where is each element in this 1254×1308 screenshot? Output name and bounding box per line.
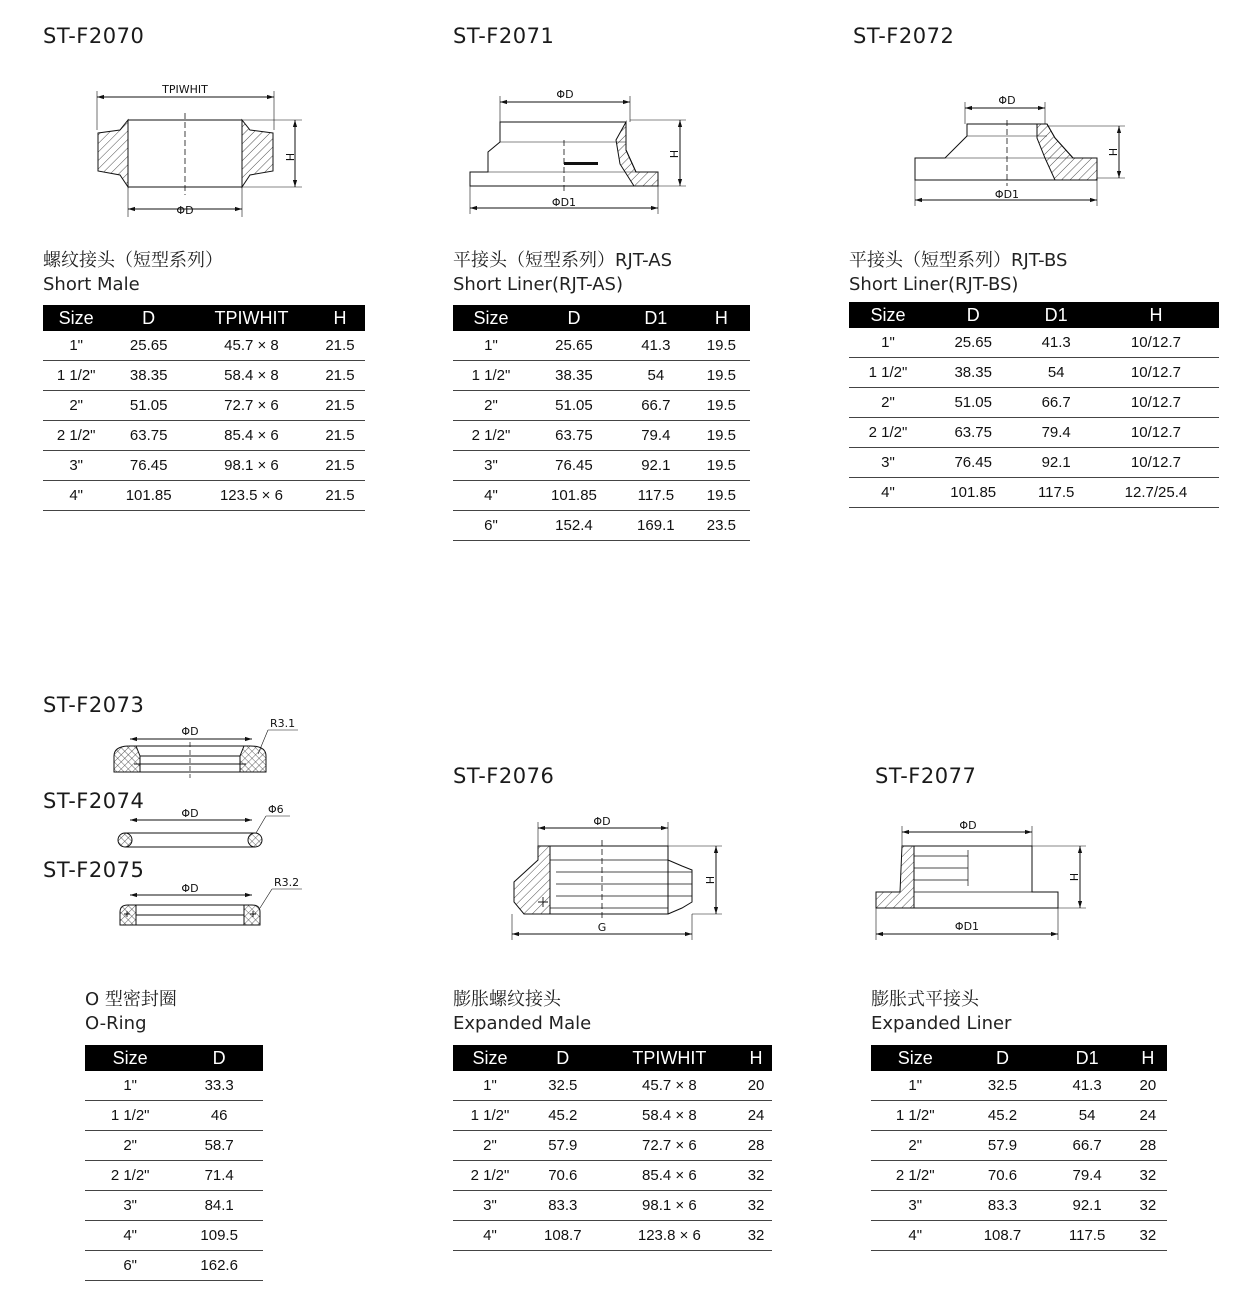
title-en: Short Male: [43, 274, 140, 295]
table-cell: 25.65: [109, 331, 188, 361]
table-cell: 19.5: [693, 391, 750, 421]
caption-short-male: [43, 249, 223, 297]
spec-table-expanded-liner: [871, 1045, 1167, 1251]
drawing-label-radius: R3.2: [274, 876, 300, 889]
table-cell: 108.7: [960, 1221, 1046, 1251]
table-cell: 51.05: [529, 391, 619, 421]
table-cell: 32: [740, 1191, 772, 1221]
table-cell: 1": [85, 1071, 175, 1101]
table-cell: 70.6: [960, 1161, 1046, 1191]
table-cell: 21.5: [315, 361, 365, 391]
title-cn: 螺纹接头（短型系列）: [43, 250, 223, 271]
product-code-f2074: ST-F2074: [43, 789, 145, 813]
table-cell: 38.35: [529, 361, 619, 391]
table-cell: 10/12.7: [1093, 448, 1219, 478]
spec-table-short-male: [43, 305, 365, 511]
table-cell: 24: [740, 1101, 772, 1131]
table-cell: 4": [43, 481, 109, 511]
column-header: H: [315, 305, 365, 331]
drawing-label-top: ΦD: [959, 819, 977, 832]
table-cell: 25.65: [529, 331, 619, 361]
table-cell: 3": [453, 1191, 527, 1221]
drawing-gasket-f2075: [100, 870, 310, 930]
column-header: H: [740, 1045, 772, 1071]
table-cell: 21.5: [315, 391, 365, 421]
table-row: [43, 481, 365, 511]
drawing-label-side: H: [667, 149, 680, 159]
table-cell: 38.35: [109, 361, 188, 391]
drawing-label-bottom: ΦD1: [994, 188, 1020, 201]
product-code-f2073: ST-F2073: [43, 693, 145, 717]
table-cell: 41.3: [1045, 1071, 1128, 1101]
table-row: [85, 1191, 263, 1221]
column-header: Size: [871, 1045, 960, 1071]
table-cell: 85.4 × 6: [188, 421, 315, 451]
table-cell: 21.5: [315, 481, 365, 511]
table-cell: 98.1 × 6: [188, 451, 315, 481]
table-cell: 4": [453, 1221, 527, 1251]
table-cell: 2 1/2": [871, 1161, 960, 1191]
table-cell: 41.3: [1019, 328, 1092, 358]
table-row: [871, 1221, 1167, 1251]
drawing-label-top: ΦD: [181, 725, 199, 738]
column-header: D: [927, 302, 1019, 328]
drawing-label-bottom: ΦD1: [954, 920, 980, 933]
column-header: Size: [453, 1045, 527, 1071]
caption-expanded-liner: [871, 988, 1011, 1036]
column-header: TPIWHIT: [188, 305, 315, 331]
title-cn: 膨胀式平接头: [871, 989, 979, 1010]
table-row: [871, 1131, 1167, 1161]
column-header: D1: [1019, 302, 1092, 328]
table-cell: 4": [871, 1221, 960, 1251]
column-header: D1: [619, 305, 693, 331]
title-cn: 膨胀螺纹接头: [453, 989, 561, 1010]
table-cell: 83.3: [527, 1191, 599, 1221]
table-cell: 57.9: [960, 1131, 1046, 1161]
column-header: D: [109, 305, 188, 331]
table-cell: 19.5: [693, 421, 750, 451]
table-cell: 92.1: [619, 451, 693, 481]
product-code-f2072: ST-F2072: [853, 24, 955, 48]
table-row: [871, 1101, 1167, 1131]
table-cell: 57.9: [527, 1131, 599, 1161]
column-header: D1: [1045, 1045, 1128, 1071]
table-cell: 72.7 × 6: [599, 1131, 740, 1161]
table-row: [849, 448, 1219, 478]
table-header-row: [871, 1045, 1167, 1071]
table-cell: 2": [85, 1131, 175, 1161]
drawing-label-side: H: [703, 875, 716, 885]
table-cell: 2 1/2": [849, 418, 927, 448]
drawing-expanded-male: [500, 810, 730, 945]
table-cell: 25.65: [927, 328, 1019, 358]
table-cell: 3": [43, 451, 109, 481]
drawing-label-top: ΦD: [181, 882, 199, 895]
table-row: [85, 1071, 263, 1101]
table-cell: 45.2: [527, 1101, 599, 1131]
drawing-label-side: H: [1106, 147, 1119, 157]
table-cell: 2": [849, 388, 927, 418]
table-cell: 101.85: [927, 478, 1019, 508]
title-en: O-Ring: [85, 1013, 147, 1034]
table-cell: 32.5: [960, 1071, 1046, 1101]
column-header: H: [693, 305, 750, 331]
spec-table-expanded-male: [453, 1045, 772, 1251]
table-cell: 123.5 × 6: [188, 481, 315, 511]
table-cell: 45.7 × 8: [599, 1071, 740, 1101]
table-header-row: [453, 1045, 772, 1071]
column-header: H: [1129, 1045, 1167, 1071]
table-cell: 10/12.7: [1093, 388, 1219, 418]
table-cell: 45.7 × 8: [188, 331, 315, 361]
table-cell: 84.1: [175, 1191, 263, 1221]
table-cell: 2 1/2": [453, 1161, 527, 1191]
table-cell: 98.1 × 6: [599, 1191, 740, 1221]
title-en: Short Liner(RJT-AS): [453, 274, 623, 295]
table-cell: 20: [740, 1071, 772, 1101]
table-row: [453, 511, 750, 541]
drawing-short-male: [90, 75, 310, 225]
drawing-label-radius: R3.1: [270, 717, 296, 730]
table-cell: 28: [1129, 1131, 1167, 1161]
column-header: TPIWHIT: [599, 1045, 740, 1071]
table-cell: 2": [453, 1131, 527, 1161]
table-cell: 6": [453, 511, 529, 541]
table-cell: 108.7: [527, 1221, 599, 1251]
caption-o-ring: [85, 988, 177, 1036]
table-row: [453, 1221, 772, 1251]
table-cell: 54: [1019, 358, 1092, 388]
drawing-label-bottom: G: [597, 921, 607, 934]
table-row: [453, 331, 750, 361]
drawing-label-radius: Φ6: [268, 803, 284, 816]
table-cell: 32: [740, 1221, 772, 1251]
table-cell: 71.4: [175, 1161, 263, 1191]
table-row: [453, 1071, 772, 1101]
table-cell: 79.4: [1045, 1161, 1128, 1191]
table-cell: 58.4 × 8: [599, 1101, 740, 1131]
table-row: [43, 361, 365, 391]
table-row: [453, 451, 750, 481]
table-cell: 58.4 × 8: [188, 361, 315, 391]
table-row: [849, 328, 1219, 358]
table-cell: 19.5: [693, 331, 750, 361]
table-cell: 19.5: [693, 481, 750, 511]
table-cell: 24: [1129, 1101, 1167, 1131]
table-cell: 12.7/25.4: [1093, 478, 1219, 508]
table-cell: 1 1/2": [849, 358, 927, 388]
table-row: [85, 1221, 263, 1251]
table-row: [453, 1161, 772, 1191]
table-cell: 1": [43, 331, 109, 361]
table-cell: 76.45: [927, 448, 1019, 478]
table-cell: 46: [175, 1101, 263, 1131]
table-cell: 1": [453, 331, 529, 361]
drawing-gasket-f2073: [100, 712, 310, 792]
table-cell: 19.5: [693, 451, 750, 481]
table-row: [453, 391, 750, 421]
title-en: Expanded Liner: [871, 1013, 1012, 1034]
table-row: [43, 451, 365, 481]
table-cell: 32: [1129, 1191, 1167, 1221]
table-cell: 51.05: [109, 391, 188, 421]
table-cell: 1 1/2": [453, 1101, 527, 1131]
table-header-row: [85, 1045, 263, 1071]
drawing-short-liner-bs: [905, 90, 1135, 220]
table-row: [85, 1101, 263, 1131]
table-cell: 10/12.7: [1093, 358, 1219, 388]
drawing-label-bottom: ΦD: [176, 204, 194, 217]
column-header: Size: [85, 1045, 175, 1071]
table-cell: 21.5: [315, 331, 365, 361]
drawing-label-top: ΦD: [556, 88, 574, 101]
table-cell: 92.1: [1019, 448, 1092, 478]
table-row: [453, 1191, 772, 1221]
table-cell: 79.4: [619, 421, 693, 451]
table-row: [871, 1191, 1167, 1221]
caption-short-liner-bs: [849, 249, 1067, 297]
table-cell: 83.3: [960, 1191, 1046, 1221]
table-cell: 1": [453, 1071, 527, 1101]
table-cell: 4": [849, 478, 927, 508]
table-cell: 4": [453, 481, 529, 511]
table-cell: 2": [871, 1131, 960, 1161]
table-row: [43, 391, 365, 421]
table-cell: 169.1: [619, 511, 693, 541]
column-header: Size: [43, 305, 109, 331]
table-cell: 76.45: [529, 451, 619, 481]
table-cell: 54: [619, 361, 693, 391]
title-cn: 平接头（短型系列）RJT-BS: [849, 250, 1068, 271]
table-cell: 63.75: [529, 421, 619, 451]
table-cell: 23.5: [693, 511, 750, 541]
table-cell: 3": [85, 1191, 175, 1221]
caption-short-liner-as: [453, 249, 672, 297]
column-header: Size: [849, 302, 927, 328]
table-row: [43, 421, 365, 451]
table-cell: 4": [85, 1221, 175, 1251]
table-cell: 54: [1045, 1101, 1128, 1131]
table-cell: 70.6: [527, 1161, 599, 1191]
table-cell: 123.8 × 6: [599, 1221, 740, 1251]
table-cell: 28: [740, 1131, 772, 1161]
title-en: Expanded Male: [453, 1013, 592, 1034]
table-row: [453, 1131, 772, 1161]
table-cell: 45.2: [960, 1101, 1046, 1131]
table-cell: 2": [43, 391, 109, 421]
table-cell: 3": [453, 451, 529, 481]
table-row: [453, 1101, 772, 1131]
product-code-f2071: ST-F2071: [453, 24, 555, 48]
drawing-label-side: H: [1067, 872, 1080, 882]
table-cell: 3": [849, 448, 927, 478]
table-cell: 41.3: [619, 331, 693, 361]
title-cn: 平接头（短型系列）RJT-AS: [453, 250, 672, 271]
table-header-row: [849, 302, 1219, 328]
product-code-f2070: ST-F2070: [43, 24, 145, 48]
product-code-f2077: ST-F2077: [875, 764, 977, 788]
table-cell: 21.5: [315, 421, 365, 451]
spec-table-short-liner-bs: [849, 302, 1219, 508]
table-cell: 1 1/2": [453, 361, 529, 391]
table-cell: 63.75: [109, 421, 188, 451]
table-cell: 10/12.7: [1093, 418, 1219, 448]
product-code-f2076: ST-F2076: [453, 764, 555, 788]
table-cell: 20: [1129, 1071, 1167, 1101]
table-cell: 32: [1129, 1221, 1167, 1251]
column-header: H: [1093, 302, 1219, 328]
table-cell: 58.7: [175, 1131, 263, 1161]
table-cell: 2 1/2": [453, 421, 529, 451]
drawing-expanded-liner: [870, 812, 1100, 947]
table-cell: 101.85: [529, 481, 619, 511]
table-cell: 10/12.7: [1093, 328, 1219, 358]
table-cell: 32: [1129, 1161, 1167, 1191]
table-cell: 85.4 × 6: [599, 1161, 740, 1191]
table-row: [453, 421, 750, 451]
table-cell: 66.7: [1045, 1131, 1128, 1161]
table-cell: 1": [871, 1071, 960, 1101]
table-cell: 72.7 × 6: [188, 391, 315, 421]
column-header: D: [529, 305, 619, 331]
table-cell: 32: [740, 1161, 772, 1191]
table-row: [849, 388, 1219, 418]
table-cell: 66.7: [1019, 388, 1092, 418]
table-cell: 19.5: [693, 361, 750, 391]
table-header-row: [43, 305, 365, 331]
table-cell: 1 1/2": [85, 1101, 175, 1131]
table-cell: 2 1/2": [43, 421, 109, 451]
column-header: Size: [453, 305, 529, 331]
table-cell: 117.5: [1019, 478, 1092, 508]
title-cn: O 型密封圈: [85, 989, 177, 1010]
table-cell: 162.6: [175, 1251, 263, 1281]
table-cell: 1 1/2": [43, 361, 109, 391]
table-cell: 38.35: [927, 358, 1019, 388]
table-cell: 51.05: [927, 388, 1019, 418]
table-cell: 33.3: [175, 1071, 263, 1101]
table-row: [453, 361, 750, 391]
table-cell: 2 1/2": [85, 1161, 175, 1191]
caption-expanded-male: [453, 988, 591, 1036]
table-cell: 76.45: [109, 451, 188, 481]
table-cell: 66.7: [619, 391, 693, 421]
table-row: [871, 1161, 1167, 1191]
title-en: Short Liner(RJT-BS): [849, 274, 1019, 295]
table-row: [453, 481, 750, 511]
table-cell: 92.1: [1045, 1191, 1128, 1221]
table-header-row: [453, 305, 750, 331]
column-header: D: [175, 1045, 263, 1071]
table-cell: 3": [871, 1191, 960, 1221]
column-header: D: [527, 1045, 599, 1071]
drawing-label-top: ΦD: [181, 807, 199, 820]
table-row: [85, 1161, 263, 1191]
table-cell: 32.5: [527, 1071, 599, 1101]
drawing-label-top: ΦD: [998, 94, 1016, 107]
table-row: [85, 1131, 263, 1161]
table-cell: 109.5: [175, 1221, 263, 1251]
drawing-label-top: ΦD: [593, 815, 611, 828]
table-cell: 117.5: [1045, 1221, 1128, 1251]
table-cell: 63.75: [927, 418, 1019, 448]
table-cell: 1 1/2": [871, 1101, 960, 1131]
drawing-label-top: TPIWHIT: [162, 83, 208, 96]
drawing-label-bottom: ΦD1: [551, 196, 577, 209]
spec-table-short-liner-as: [453, 305, 750, 541]
column-header: D: [960, 1045, 1046, 1071]
table-cell: 101.85: [109, 481, 188, 511]
drawing-short-liner-as: [460, 80, 690, 220]
table-row: [85, 1251, 263, 1281]
table-row: [849, 478, 1219, 508]
drawing-label-side: H: [283, 152, 296, 162]
table-row: [871, 1071, 1167, 1101]
table-cell: 6": [85, 1251, 175, 1281]
table-cell: 2": [453, 391, 529, 421]
table-cell: 21.5: [315, 451, 365, 481]
table-cell: 117.5: [619, 481, 693, 511]
spec-table-o-ring: [85, 1045, 263, 1281]
table-row: [849, 358, 1219, 388]
table-cell: 152.4: [529, 511, 619, 541]
drawing-oring-f2074: [100, 795, 310, 855]
table-cell: 1": [849, 328, 927, 358]
table-row: [849, 418, 1219, 448]
table-row: [43, 331, 365, 361]
table-cell: 79.4: [1019, 418, 1092, 448]
product-code-f2075: ST-F2075: [43, 858, 145, 882]
